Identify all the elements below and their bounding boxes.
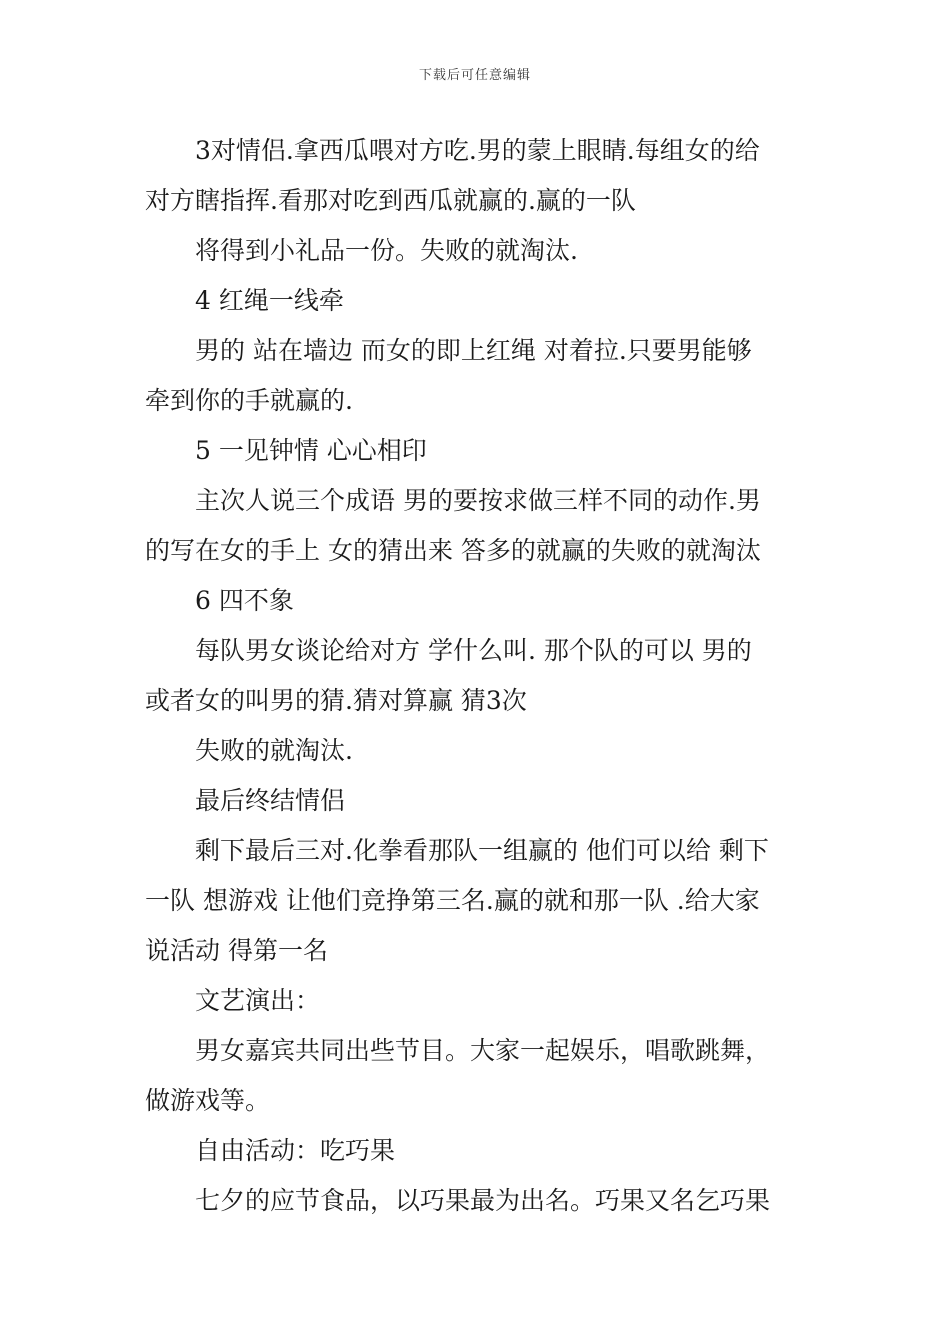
text-line: 3对情侣.拿西瓜喂对方吃.男的蒙上眼睛.每组女的给 xyxy=(195,136,760,165)
text-line: 剩下最后三对.化拳看那队一组赢的 他们可以给 剩下 xyxy=(195,836,769,865)
text-line: 的写在女的手上 女的猜出来 答多的就赢的失败的就淘汰 xyxy=(145,536,761,565)
paragraph xyxy=(145,626,810,726)
text-line: 主次人说三个成语 男的要按求做三样不同的动作.男 xyxy=(195,486,761,515)
paragraph xyxy=(145,976,810,1026)
paragraph xyxy=(145,426,810,476)
text-line: 或者女的叫男的猜.猜对算赢 猜3次 xyxy=(145,686,527,715)
text-line: 6 四不象 xyxy=(195,586,294,615)
paragraph xyxy=(145,476,810,576)
paragraph xyxy=(145,126,810,226)
text-line: 做游戏等。 xyxy=(145,1086,271,1115)
paragraph xyxy=(145,1126,810,1176)
paragraph xyxy=(145,1026,810,1126)
paragraph xyxy=(145,576,810,626)
text-line: 男女嘉宾共同出些节目。大家一起娱乐，唱歌跳舞， xyxy=(195,1036,771,1065)
page-header: 下载后可任意编辑 xyxy=(418,68,531,83)
paragraph xyxy=(145,776,810,826)
text-line: 自由活动：吃巧果 xyxy=(195,1136,396,1165)
paragraph xyxy=(145,326,810,426)
paragraph xyxy=(145,726,810,776)
text-line: 4 红绳一线牵 xyxy=(195,286,344,315)
paragraph xyxy=(145,1176,810,1226)
text-line: 一队 想游戏 让他们竞挣第三名.赢的就和那一队 .给大家 xyxy=(145,886,760,915)
text-line: 5 一见钟情 心心相印 xyxy=(195,436,427,465)
text-line: 男的 站在墙边 而女的即上红绳 对着拉.只要男能够 xyxy=(195,336,752,365)
text-line: 对方瞎指挥.看那对吃到西瓜就赢的.赢的一队 xyxy=(145,186,636,215)
document-body xyxy=(145,126,810,1226)
paragraph xyxy=(145,276,810,326)
text-line: 文艺演出： xyxy=(195,986,321,1015)
text-line: 失败的就淘汰. xyxy=(195,736,353,765)
text-line: 将得到小礼品一份。失败的就淘汰. xyxy=(195,236,578,265)
paragraph xyxy=(145,826,810,976)
text-line: 七夕的应节食品，以巧果最为出名。巧果又名乞巧果 xyxy=(195,1186,771,1215)
paragraph xyxy=(145,226,810,276)
text-line: 每队男女谈论给对方 学什么叫. 那个队的可以 男的 xyxy=(195,636,752,665)
text-line: 说活动 得第一名 xyxy=(145,936,328,965)
text-line: 牵到你的手就赢的. xyxy=(145,386,353,415)
text-line: 最后终结情侣 xyxy=(195,786,346,815)
